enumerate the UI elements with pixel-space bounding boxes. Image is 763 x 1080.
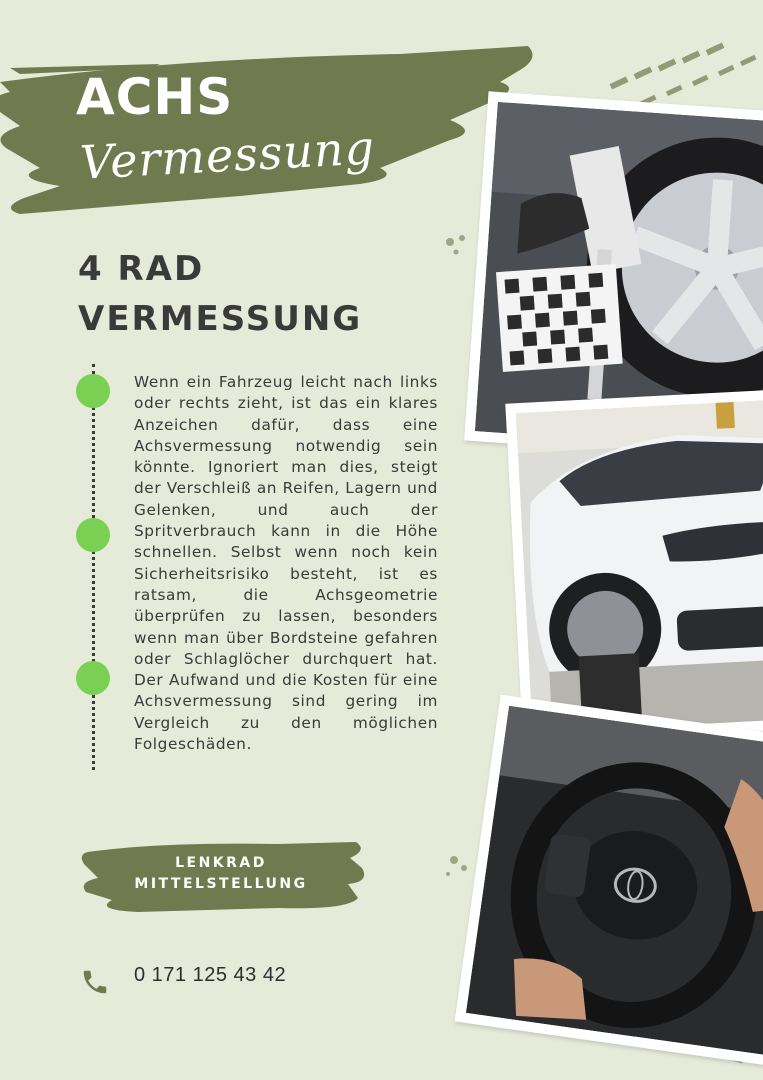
subtitle-line-2: VERMESSUNG <box>78 299 363 339</box>
title-main: ACHS <box>76 68 234 126</box>
cta-line-1: LENKRAD <box>175 855 267 871</box>
paint-splatter <box>440 228 480 268</box>
phone-icon <box>80 966 110 998</box>
subtitle <box>78 244 398 344</box>
timeline-dot <box>76 374 110 408</box>
phone-number[interactable]: 0 171 125 43 42 <box>134 964 287 986</box>
title-script: Vermessung <box>78 120 377 190</box>
cta-line-2: MITTELSTELLUNG <box>134 876 308 892</box>
timeline-dotted-line <box>92 364 95 770</box>
steering-wheel-photo <box>455 695 763 1068</box>
cta-label[interactable] <box>110 853 332 895</box>
timeline-dot <box>76 661 110 695</box>
body-text: Wenn ein Fahrzeug leicht nach links oder rechts zieht, ist das ein klares Anzeichen dafür, dass eine Achsvermessung notwendig sein könnte. Ignoriert man dies, steigt der Verschleiß an Reifen, Lagern und Gelenken, und auch der Spritverbrauch kann in die Höhe schnellen. Selbst wenn noch kein Sicherheitsrisiko besteht, ist es ratsam, die Achsgeometrie überprüfen zu lassen, besonders wenn man über Bordsteine gefahren oder Schlaglöcher durchquert hat. Der Aufwand und die Kosten für eine Achsvermessung sind gering im Vergleich zu den möglichen Folgeschäden. <box>134 373 438 754</box>
white-car-photo <box>505 389 763 744</box>
timeline-dot <box>76 518 110 552</box>
subtitle-line-1: 4 RAD <box>78 249 205 289</box>
